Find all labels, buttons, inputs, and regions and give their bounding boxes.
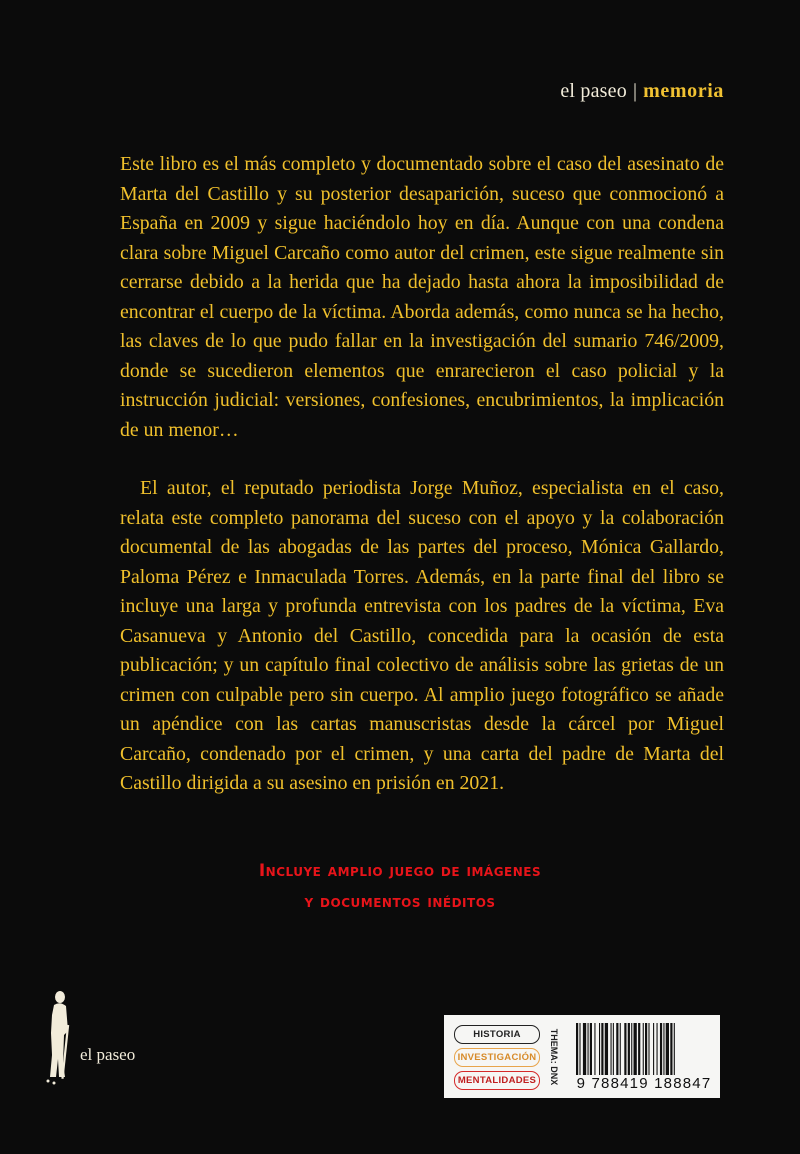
category-tag-investigacion: INVESTIGACIÓN: [454, 1048, 540, 1067]
logo-text: el paseo: [80, 1045, 136, 1064]
category-tag-historia: HISTORIA: [454, 1025, 540, 1044]
highlight-line-1: Incluye amplio juego de imágenes: [258, 861, 542, 881]
back-cover-blurb: [120, 150, 724, 799]
publisher-logo: [40, 985, 160, 1085]
category-tag-mentalidades: MENTALIDADES: [454, 1071, 540, 1090]
series-header: [560, 80, 724, 103]
barcode-icon: [576, 1023, 712, 1083]
thema-code-text: THEMA: DNX: [549, 1028, 559, 1086]
collection-name: memoria: [643, 80, 724, 102]
highlight-line-2: y documentos inéditos: [304, 892, 496, 912]
publisher-name: el paseo: [560, 80, 627, 102]
walking-man-icon: [40, 985, 80, 1085]
blurb-paragraph-2: El autor, el reputado periodista Jorge Muñoz, especialista en el caso, relata este completo panorama del suceso con el apoyo y la colaboración documental de las abogadas de las partes del proceso, Mónica Gallardo, Paloma Pérez e Inmaculada Torres. Además, en la parte final del libro se incluye una larga y profunda entrevista con los padres de la víctima, Eva Casanueva y Antonio del Castillo, concedida para la ocasión de esta publicación; y un capítulo final colectivo de análisis sobre las grietas de un crimen con culpable pero sin cuerpo. Al amplio juego fotográfico se añade un apéndice con las cartas manuscristas desde la cárcel por Miguel Carcaño, condenado por el crimen, y una carta del padre de Marta del Castillo dirigida a su asesino en prisión en 2021.: [120, 477, 724, 794]
isbn-number: 9 788419 188847: [576, 1075, 712, 1092]
series-separator: |: [632, 80, 638, 102]
highlight-callout: [100, 856, 700, 918]
blurb-paragraph-1: Este libro es el más completo y documentado sobre el caso del asesinato de Marta del Castillo y su posterior desaparición, suceso que conmocionó a España en 2009 y sigue haciéndolo hoy en día. Aunque con una condena clara sobre Miguel Carcaño como autor del crimen, este sigue realmente sin cerrarse debido a la herida que ha dejado hasta ahora la imposibilidad de encontrar el cuerpo de la víctima. Aborda además, como nunca se ha hecho, las claves de lo que pudo fallar en la investigación del sumario 746/2009, donde se sucedieron elementos que enrarecieron el caso policial y la instrucción judicial: versiones, confesiones, encubrimientos, la implicación de un menor…: [120, 153, 724, 441]
barcode-panel: [444, 1015, 720, 1098]
thema-code: [544, 1025, 564, 1089]
